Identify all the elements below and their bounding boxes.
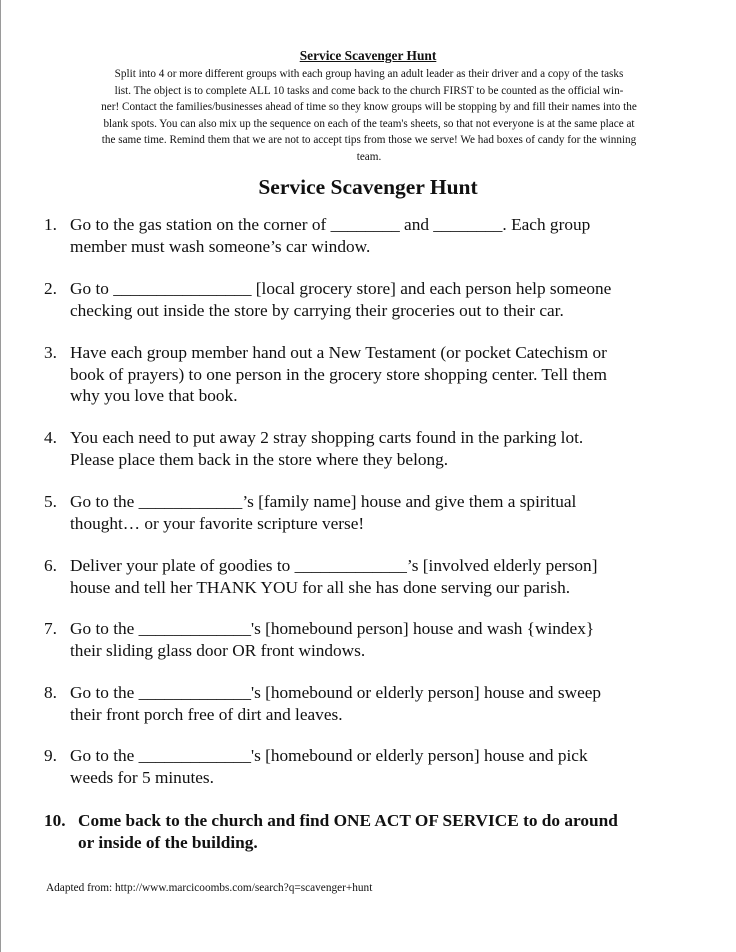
task-number: 9. [44,746,57,765]
task-item-9 [44,745,710,788]
intro-line: list. The object is to complete ALL 10 tasks and come back to the church FIRST to be counted as the official win- [114,84,624,97]
header-title: Service Scavenger Hunt [299,48,437,63]
intro-line: Split into 4 or more different groups with each group having an adult leader as their driver and a copy of the tasks [114,68,624,80]
task-item-2 [44,278,710,321]
source-attribution: Adapted from: http://www.marcicoombs.com/search?q=scavenger+hunt [46,882,373,894]
task-item-10 [44,810,718,853]
task-item-6 [44,555,710,598]
intro-line: the same time. Remind them that we are not to accept tips from those we serve! We had boxes of candy for the winning [101,134,637,147]
task-number: 2. [44,279,57,298]
task-line: Go to ________________ [local grocery store] and each person help someone [70,279,612,298]
page-title: Service Scavenger Hunt [258,175,478,199]
task-number: 5. [44,492,57,511]
task-line: house and tell her THANK YOU for all she has done serving our parish. [70,577,571,597]
task-line: Go to the _____________'s [homebound person] house and wash {windex} [70,619,595,638]
task-line: Deliver your plate of goodies to _____________’s [involved elderly person] [70,556,598,575]
task-line: or inside of the building. [78,832,258,852]
task-line: their front porch free of dirt and leaves. [70,704,343,724]
task-item-1 [44,214,710,257]
task-line: member must wash someone’s car window. [70,236,371,256]
task-line: You each need to put away 2 stray shopping carts found in the parking lot. [70,428,584,447]
task-line: Go to the _____________'s [homebound or elderly person] house and sweep [70,683,602,702]
task-line: their sliding glass door OR front windows. [70,640,366,660]
task-line: Come back to the church and find ONE ACT OF SERVICE to do around [78,811,618,830]
intro-line: team. [356,150,382,163]
task-line: weeds for 5 minutes. [70,767,214,787]
task-item-7 [44,618,710,661]
task-line: book of prayers) to one person in the grocery store shopping center. Tell them [70,364,607,384]
task-number: 6. [44,556,57,575]
task-number: 10. [44,811,66,830]
task-number: 7. [44,619,57,638]
task-line: Go to the gas station on the corner of ________ and ________. Each group [70,215,591,234]
task-number: 1. [44,215,57,234]
task-item-5 [44,491,710,534]
intro-paragraph [44,66,694,166]
task-number: 3. [44,343,57,362]
task-line: Please place them back in the store where they belong. [70,449,449,469]
task-line: Have each group member hand out a New Testament (or pocket Catechism or [70,343,607,362]
task-line: thought… or your favorite scripture verse! [70,513,365,533]
intro-line: ner! Contact the families/businesses ahead of time so they know groups will be stopping by and fill their names into the [101,101,637,114]
task-number: 8. [44,683,57,702]
task-item-3 [44,342,710,407]
task-item-8 [44,682,710,725]
task-line: Go to the ____________’s [family name] house and give them a spiritual [70,492,577,511]
task-item-4 [44,427,710,470]
task-line: Go to the _____________'s [homebound or elderly person] house and pick [70,746,588,765]
task-line: checking out inside the store by carrying their groceries out to their car. [70,300,564,320]
page-edge-rule [0,0,1,952]
task-number: 4. [44,428,57,447]
intro-line: blank spots. You can also mix up the sequence on each of the team's sheets, so that not everyone is at the same place at [103,117,635,130]
task-line: why you love that book. [70,386,238,405]
